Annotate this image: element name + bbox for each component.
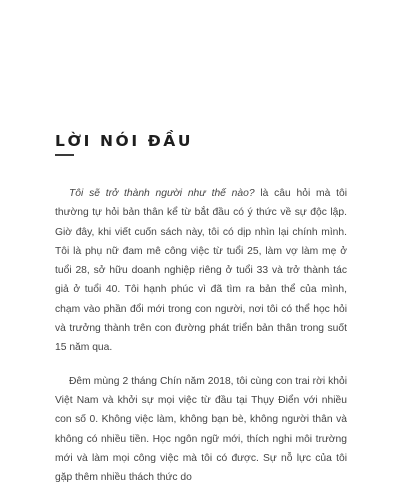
paragraph-1-text: là câu hỏi mà tôi thường tự hỏi bản thân kể từ bắt đầu có ý thức về sự độc lập. Giờ đây, khi viết cuốn sách này, tôi có dịp nhìn lại chính mình. Tôi là phụ nữ đam mê công việc từ tuổi 25, làm vợ làm mẹ ở tuổi 28, sở hữu doanh nghiệp riêng ở tuổi 33 và trở thành tác giả ở tuổi 40. Tôi hạnh phúc vì đã tìm ra bản thể của mình, chạm vào phần đổi mới trong con người, nơi tôi có thể học hỏi và trưởng thành trên con đường phát triển bản thân trong suốt 15 năm qua. — [55, 188, 347, 354]
paragraph-1 — [55, 184, 347, 358]
body-text — [55, 184, 347, 487]
chapter-heading: LỜI NÓI ĐẦU — [55, 132, 194, 150]
paragraph-2: Đêm mùng 2 tháng Chín năm 2018, tôi cùng con trai rời khỏi Việt Nam và khởi sự mọi việc từ đầu tại Thụy Điển với nhiều con số 0. Không việc làm, không bạn bè, không người thân và không có nhiều tiền. Học ngôn ngữ mới, thích nghi môi trường mới và làm mọi công việc mà tôi có được. Sự nỗ lực của tôi gặp thêm nhiều thách thức do — [55, 375, 347, 484]
heading-underline — [55, 154, 74, 156]
opening-question: Tôi sẽ trở thành người như thế nào? — [69, 188, 255, 199]
